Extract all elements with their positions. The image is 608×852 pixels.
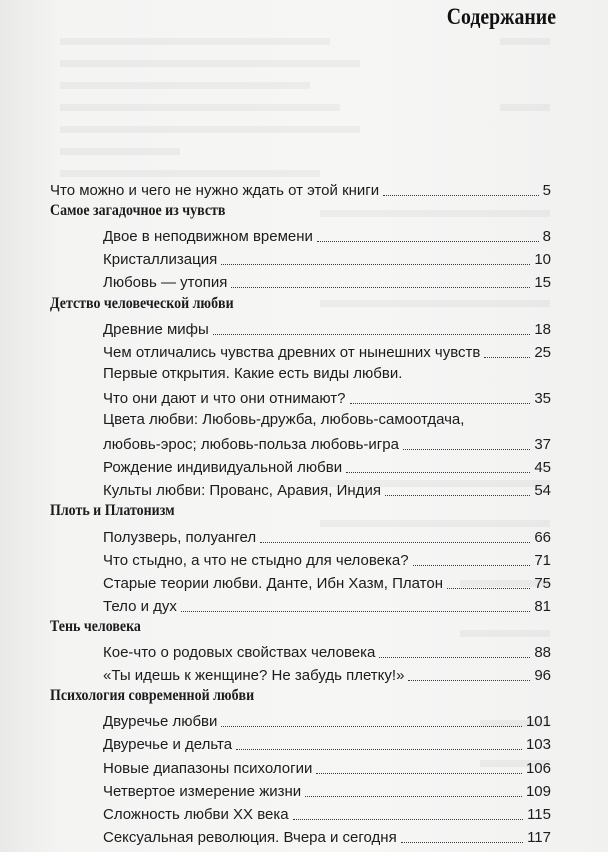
entry-title: любовь-эрос; любовь-польза любовь-игра [103, 436, 399, 454]
entry-title: Кое-что о родовых свойствах человека [103, 644, 376, 661]
toc-entry [103, 824, 551, 846]
toc-entry-intro [50, 177, 551, 199]
page-title: Содержание [446, 4, 556, 29]
entry-title: «Ты идешь к женщине? Не забудь плетку!» [103, 667, 405, 685]
page-number: 103 [525, 736, 551, 754]
toc-entry [103, 708, 551, 730]
dot-leader [293, 819, 523, 820]
entry-title: Что стыдно, а что не стыдно для человека? [103, 551, 409, 569]
toc-entry [103, 316, 551, 338]
entry-title: Двуречье любви [103, 713, 218, 731]
page-number: 115 [527, 805, 551, 823]
toc-entry [103, 454, 551, 476]
page-number: 15 [534, 274, 551, 292]
page-number: 18 [534, 320, 551, 338]
dot-leader [403, 449, 530, 450]
dot-leader [317, 241, 539, 242]
entry-title: Что можно и чего не нужно ждать от этой книги [50, 182, 380, 199]
entry-title: Древние мифы [103, 320, 209, 338]
entry-title: Кристаллизация [103, 251, 218, 269]
dot-leader [231, 287, 530, 288]
entry-title: Сексуальная революция. Вчера и сегодня [103, 828, 397, 846]
dot-leader [305, 796, 522, 797]
toc-entry [103, 570, 551, 592]
page-number: 35 [534, 389, 551, 407]
toc-entry [103, 385, 551, 407]
dot-leader [260, 542, 530, 543]
toc-entry [103, 731, 551, 753]
dot-leader [413, 565, 531, 566]
page-number: 88 [534, 644, 551, 661]
page-number: 66 [534, 528, 551, 546]
entry-title: Новые диапазоны психологии [103, 759, 313, 777]
page-number: 117 [527, 828, 551, 846]
toc-entry [103, 246, 551, 268]
page-number: 71 [534, 551, 551, 569]
entry-title: Чем отличались чувства древних от нынешних чувств [103, 343, 481, 361]
toc-entry [103, 547, 551, 569]
page-number: 106 [525, 759, 551, 777]
page-number: 109 [525, 782, 551, 800]
dot-leader [350, 403, 531, 404]
page-number: 8 [542, 228, 551, 246]
toc-entry [103, 269, 551, 291]
entry-title-line: Цвета любви: Любовь-дружба, любовь-самоотдача, [103, 411, 465, 428]
entry-title: Сложность любви XX века [103, 805, 289, 823]
dot-leader [346, 472, 530, 473]
dot-leader [401, 842, 523, 843]
toc-entry [103, 778, 551, 800]
page-number: 10 [534, 251, 551, 269]
entry-title: Рождение индивидуальной любви [103, 459, 343, 477]
dot-leader [383, 195, 539, 196]
section-heading: Самое загадочное из чувств [50, 202, 226, 220]
section-heading: Тень человека [50, 617, 141, 635]
toc-entry [103, 223, 551, 245]
dot-leader [316, 773, 522, 774]
entry-title-line: Первые открытия. Какие есть виды любви. [103, 364, 403, 382]
dot-leader [447, 588, 530, 589]
toc-entry [103, 755, 551, 777]
entry-title: Полузверь, полуангел [103, 528, 257, 546]
dot-leader [236, 749, 522, 750]
entry-title: Двуречье и дельта [103, 736, 233, 754]
toc-entry [103, 662, 551, 684]
page-number: 101 [525, 713, 551, 731]
toc-entry [103, 524, 551, 546]
page-number: 81 [534, 597, 551, 615]
dot-leader [221, 726, 522, 727]
toc-entry [103, 477, 551, 499]
dot-leader [379, 657, 530, 658]
dot-leader [408, 680, 530, 681]
section-heading: Плоть и Платонизм [50, 502, 175, 520]
entry-title: Любовь — утопия [103, 274, 228, 292]
page-number: 75 [534, 574, 551, 592]
dot-leader [484, 357, 530, 358]
toc-entry [103, 431, 551, 453]
page-number: 5 [542, 182, 551, 199]
toc-entry [103, 593, 551, 615]
page-number: 96 [534, 667, 551, 685]
dot-leader [221, 264, 530, 265]
section-heading: Детство человеческой любви [50, 294, 234, 312]
dot-leader [213, 334, 531, 335]
entry-title: Что они дают и что они отнимают? [103, 389, 346, 407]
dot-leader [181, 611, 530, 612]
entry-title: Культы любви: Прованс, Аравия, Индия [103, 482, 381, 500]
entry-title: Четвертое измерение жизни [103, 782, 302, 800]
page-number: 37 [534, 436, 551, 454]
entry-title: Тело и дух [103, 597, 177, 615]
dot-leader [385, 495, 530, 496]
section-heading: Психология современной любви [50, 687, 255, 705]
toc-entry [103, 801, 551, 823]
toc-entry [103, 339, 551, 361]
entry-title: Старые теории любви. Данте, Ибн Хазм, Платон [103, 574, 444, 592]
page-number: 25 [534, 343, 551, 361]
entry-title: Двое в неподвижном времени [103, 228, 313, 246]
page-number: 54 [534, 482, 551, 500]
toc-entry [103, 639, 551, 661]
page-number: 45 [534, 459, 551, 477]
